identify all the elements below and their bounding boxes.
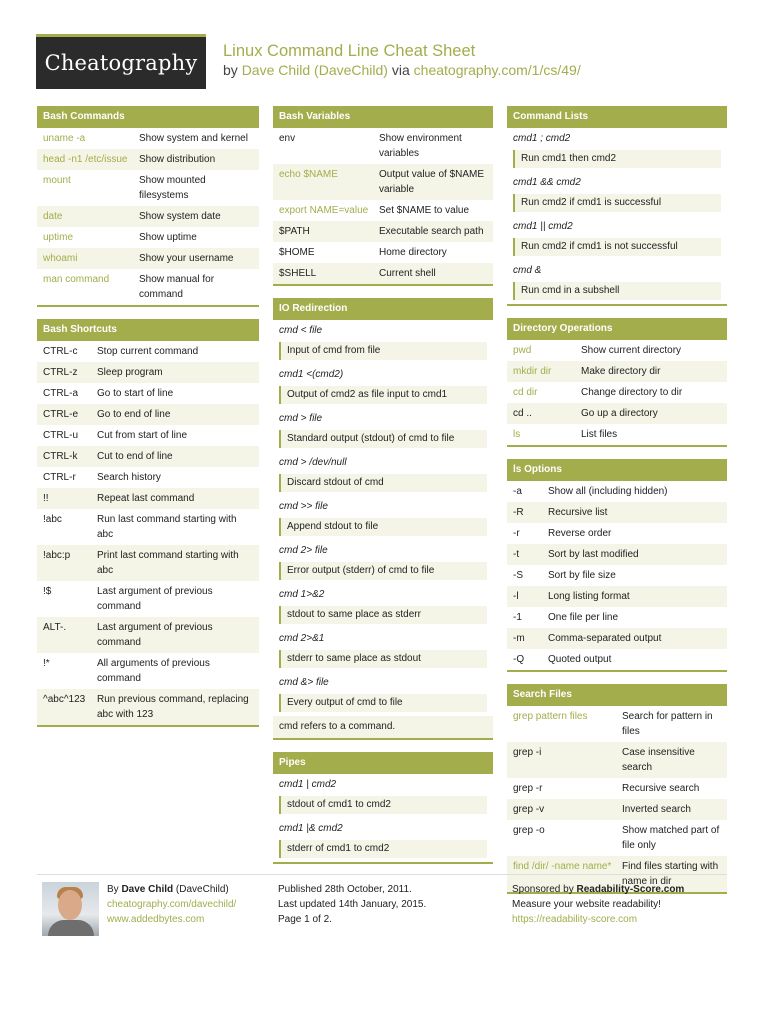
table-row [507,544,727,565]
command-description: stderr of cmd1 to cmd2 [279,840,487,858]
table-row [37,269,259,305]
table-row [507,649,727,670]
command-description: Show your username [139,253,234,264]
table [37,341,259,725]
section-header: Command Lists [507,106,727,128]
command-description: Every output of cmd to file [279,694,487,712]
section-io-redirection [273,298,493,740]
command-description: Home directory [379,247,447,258]
website-link[interactable]: www.addedbytes.com [107,914,205,925]
section-header: Bash Shortcuts [37,319,259,341]
table-row [507,586,727,607]
byline [223,62,581,78]
byline-via: via [391,62,410,78]
command-syntax: cmd & [513,265,542,276]
table-row [37,227,259,248]
command-syntax: cmd1 && cmd2 [513,177,581,188]
command-description: Sort by last modified [548,549,639,560]
command-description: Long listing format [548,591,630,602]
command-description: Show system date [139,211,221,222]
table-row [37,362,259,383]
table-row [507,361,727,382]
section-bash-shortcuts [37,319,259,727]
command-description: Show current directory [581,345,682,356]
command-description: Show manual for command [139,274,215,300]
command-description: Recursive search [622,783,700,794]
command-key: head -n1 /etc/issue [43,154,128,165]
command-description: Go to end of line [97,409,171,420]
command-key: -S [513,570,523,581]
section-pipes [273,752,493,864]
command-key: -a [513,486,522,497]
command-description: Run cmd1 then cmd2 [513,150,721,168]
command-key: date [43,211,63,222]
command-description: stdout to same place as stderr [279,606,487,624]
table-row [507,523,727,544]
command-description: Make directory dir [581,366,661,377]
published-date: Published 28th October, 2011. [278,884,412,895]
command-key: -m [513,633,525,644]
updated-date: Last updated 14th January, 2015. [278,899,427,910]
command-description: Quoted output [548,654,612,665]
command-key: -1 [513,612,522,623]
section-command-lists [507,106,727,306]
command-syntax: cmd > file [279,413,323,424]
command-description: Repeat last command [97,493,195,504]
table-row [37,425,259,446]
command-key: ls [513,429,521,440]
command-key: grep -i [513,747,542,758]
table-row [507,502,727,523]
command-description: Comma-separated output [548,633,662,644]
table-row [273,200,493,221]
cmd-list [507,128,727,300]
command-syntax: cmd < file [279,325,323,336]
table-row [37,149,259,170]
command-key: $PATH [279,226,310,237]
command-key: -R [513,507,524,518]
table-row [37,689,259,725]
command-description: Sort by file size [548,570,616,581]
table-row [37,341,259,362]
section-ls-options [507,459,727,672]
command-key: grep pattern files [513,711,588,722]
command-key: !* [43,658,50,669]
table-row [273,242,493,263]
command-description: Reverse order [548,528,612,539]
command-key: export NAME=value [279,205,369,216]
command-description: Go up a directory [581,408,658,419]
command-description: Run previous command, replacing abc with 123 [97,694,249,720]
command-description: Inverted search [622,804,691,815]
table-row [507,424,727,445]
table-row [507,565,727,586]
footer-author-text [107,882,236,927]
profile-link[interactable]: cheatography.com/davechild/ [107,899,237,910]
footer-author-name: Dave Child [121,884,174,895]
command-key: CTRL-k [43,451,78,462]
table-row [37,581,259,617]
section-header: Bash Variables [273,106,493,128]
table-row [37,545,259,581]
table-row [37,170,259,206]
sponsor-name: Readability-Score.com [576,884,685,895]
table-row [273,164,493,200]
command-key: ^abc^123 [43,694,86,705]
command-key: -Q [513,654,525,665]
command-description: Show environment variables [379,133,462,159]
sponsor-tagline: Measure your website readability! [512,899,661,910]
command-description: Show distribution [139,154,216,165]
table-row [37,446,259,467]
page-title: Linux Command Line Cheat Sheet [223,42,476,60]
command-description: stderr to same place as stdout [279,650,487,668]
section-header: Directory Operations [507,318,727,340]
command-key: uptime [43,232,74,243]
command-description: Print last command starting with abc [97,550,239,576]
command-description: Cut from start of line [97,430,188,441]
command-description: Discard stdout of cmd [279,474,487,492]
command-description: Stop current command [97,346,199,357]
command-description: Show system and kernel [139,133,248,144]
command-syntax: cmd > /dev/null [279,457,347,468]
table-row [507,607,727,628]
table-row [507,799,727,820]
table-row [507,340,727,361]
table-row [37,206,259,227]
command-description: Run cmd in a subshell [513,282,721,300]
cheatography-logo[interactable]: Cheatography [36,37,206,89]
command-description: Input of cmd from file [279,342,487,360]
table-row [507,628,727,649]
command-key: uname -a [43,133,86,144]
command-description: Show matched part of file only [622,825,720,851]
command-key: CTRL-u [43,430,79,441]
command-key: !abc [43,514,62,525]
command-key: mount [43,175,71,186]
column-2 [273,106,493,876]
command-description: Search for pattern in files [622,711,713,737]
section-header: Search Files [507,684,727,706]
section-header: ls Options [507,459,727,481]
footer-by: By [107,884,119,895]
footer-publication [278,882,426,927]
command-key: pwd [513,345,532,356]
command-key: mkdir dir [513,366,552,377]
command-key: man command [43,274,110,285]
table-row [507,778,727,799]
command-key: -r [513,528,520,539]
table-row [273,221,493,242]
command-key: $SHELL [279,268,317,279]
command-key: grep -v [513,804,545,815]
command-description: Show all (including hidden) [548,486,668,497]
table-row [37,509,259,545]
command-description: Set $NAME to value [379,205,470,216]
command-syntax: cmd 1>&2 [279,589,325,600]
command-description: Case insensitive search [622,747,695,773]
command-syntax: cmd1 | cmd2 [279,779,337,790]
command-description: Output value of $NAME variable [379,169,485,195]
section-note: cmd refers to a command. [273,716,493,738]
command-key: CTRL-c [43,346,78,357]
section-header: IO Redirection [273,298,493,320]
footer-divider [37,874,727,875]
command-key: cd dir [513,387,538,398]
section-header: Bash Commands [37,106,259,128]
command-description: Show mounted filesystems [139,175,206,201]
table-row [37,383,259,404]
command-description: Output of cmd2 as file input to cmd1 [279,386,487,404]
command-key: $HOME [279,247,315,258]
command-syntax: cmd >> file [279,501,328,512]
command-syntax: cmd 2>&1 [279,633,325,644]
cmd-list [273,774,493,858]
command-key: !! [43,493,49,504]
command-description: Standard output (stdout) of cmd to file [279,430,487,448]
command-syntax: cmd1 || cmd2 [513,221,573,232]
command-description: Search history [97,472,161,483]
command-description: Error output (stderr) of cmd to file [279,562,487,580]
table-row [37,467,259,488]
table-row [37,488,259,509]
command-description: Cut to end of line [97,451,173,462]
command-description: Find files starting with name in dir [622,861,719,887]
table-row [37,248,259,269]
command-key: !abc:p [43,550,71,561]
section-bash-variables [273,106,493,286]
table-row [37,653,259,689]
command-description: Last argument of previous command [97,586,213,612]
sheet-url-link[interactable]: cheatography.com/1/cs/49/ [413,62,581,78]
section-search-files [507,684,727,894]
table [37,128,259,305]
command-syntax: cmd &> file [279,677,329,688]
table-row [507,742,727,778]
table-row [507,481,727,502]
footer-author-handle: (DaveChild) [175,884,229,895]
command-key: CTRL-a [43,388,79,399]
command-description: Run cmd2 if cmd1 is successful [513,194,721,212]
command-description: List files [581,429,618,440]
cmd-list [273,320,493,712]
command-key: !$ [43,586,52,597]
footer-sponsor [512,882,684,927]
table [507,481,727,670]
table-row [37,128,259,149]
command-description: Current shell [379,268,436,279]
sponsor-link[interactable]: https://readability-score.com [512,914,638,925]
command-description: Append stdout to file [279,518,487,536]
table [507,706,727,892]
table-row [273,128,493,164]
command-description: Change directory to dir [581,387,683,398]
command-syntax: cmd1 |& cmd2 [279,823,343,834]
command-key: grep -r [513,783,543,794]
table [273,128,493,284]
avatar [42,882,99,936]
table-row [507,382,727,403]
command-key: CTRL-r [43,472,76,483]
table-row [37,404,259,425]
command-syntax: cmd 2> file [279,545,328,556]
command-key: CTRL-e [43,409,79,420]
section-header: Pipes [273,752,493,774]
byline-by: by [223,62,238,78]
column-1 [37,106,259,739]
page-number: Page 1 of 2. [278,914,332,925]
command-description: Recursive list [548,507,608,518]
command-key: -l [513,591,519,602]
section-bash-commands [37,106,259,307]
command-key: ALT-. [43,622,67,633]
table-row [507,820,727,856]
sponsored-by: Sponsored by [512,884,574,895]
command-key: find /dir/ -name name* [513,861,612,872]
table-row [507,403,727,424]
command-description: All arguments of previous command [97,658,210,684]
command-key: -t [513,549,520,560]
command-key: CTRL-z [43,367,78,378]
command-description: Go to start of line [97,388,174,399]
command-description: Show uptime [139,232,197,243]
command-description: Sleep program [97,367,163,378]
author-link[interactable]: Dave Child (DaveChild) [241,62,388,78]
command-key: whoami [43,253,78,264]
command-description: stdout of cmd1 to cmd2 [279,796,487,814]
table [507,340,727,445]
command-key: cd .. [513,408,532,419]
command-key: echo $NAME [279,169,338,180]
table-row [37,617,259,653]
command-description: Last argument of previous command [97,622,213,648]
command-syntax: cmd1 ; cmd2 [513,133,571,144]
table-row [507,706,727,742]
table-row [273,263,493,284]
command-syntax: cmd1 <(cmd2) [279,369,344,380]
command-description: One file per line [548,612,619,623]
command-description: Run last command starting with abc [97,514,237,540]
command-description: Run cmd2 if cmd1 is not successful [513,238,721,256]
command-key: env [279,133,296,144]
section-directory-operations [507,318,727,447]
command-description: Executable search path [379,226,484,237]
column-3 [507,106,727,906]
command-key: grep -o [513,825,545,836]
